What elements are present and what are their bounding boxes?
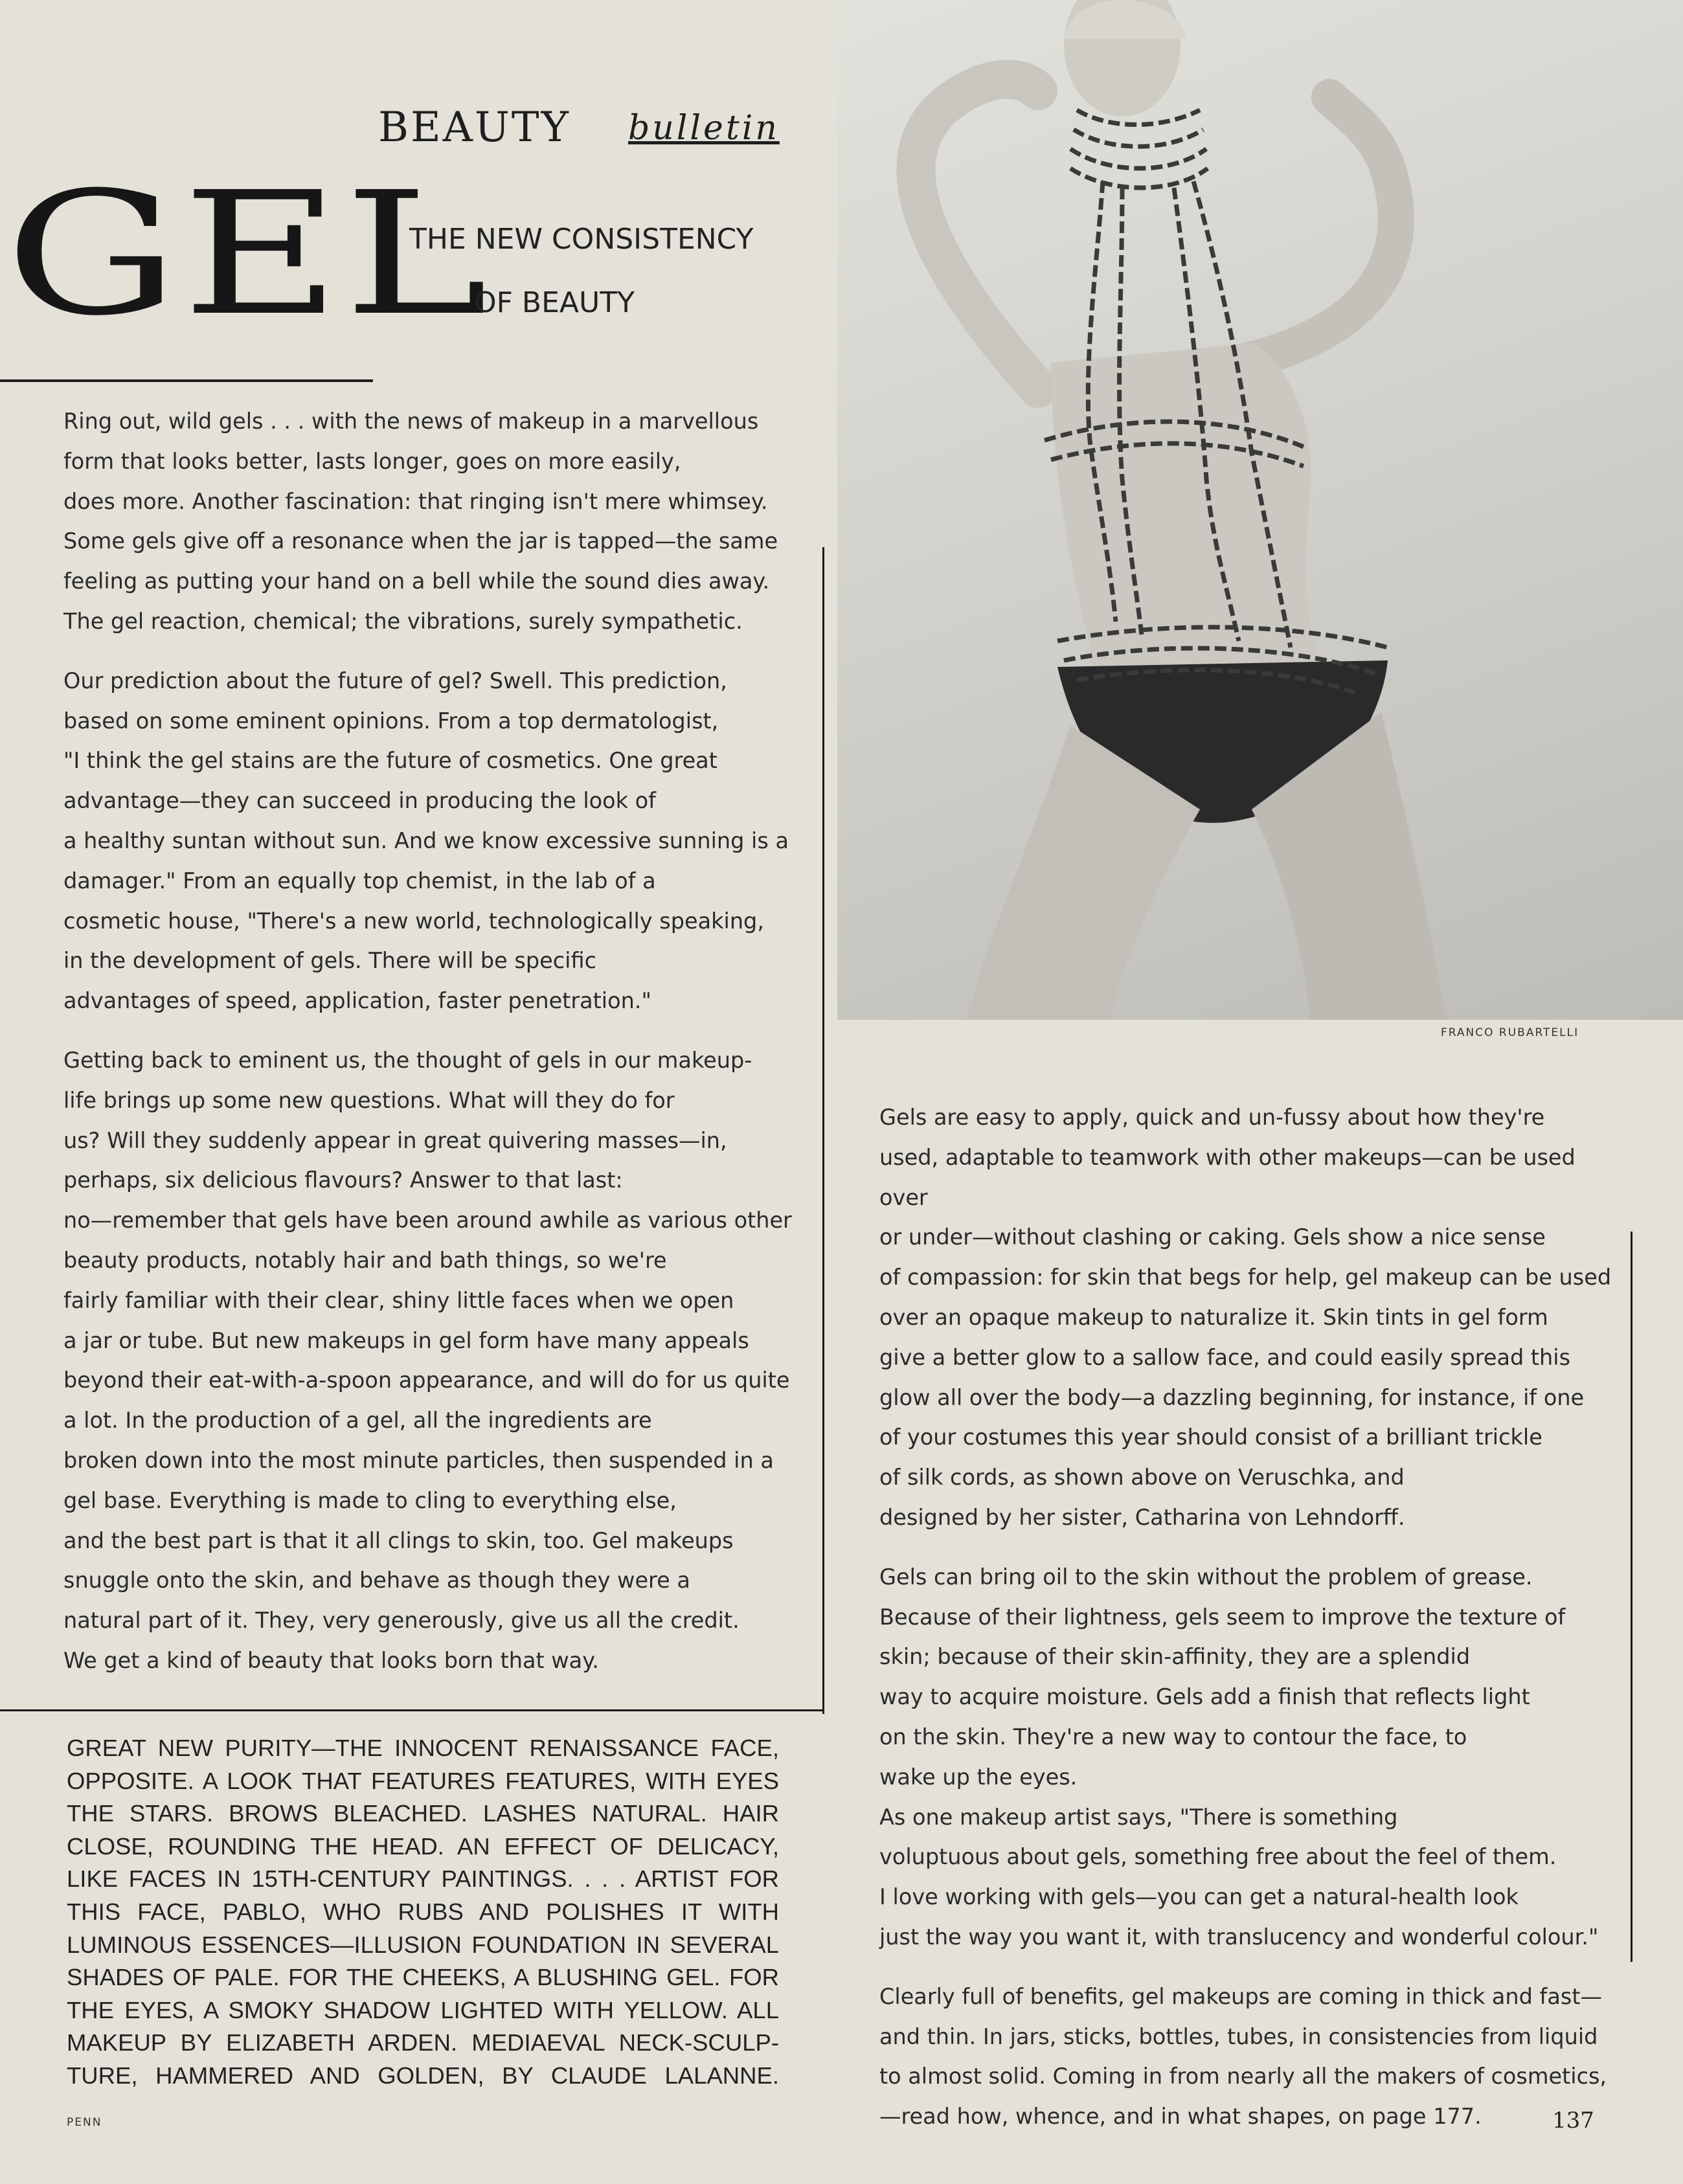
- text-line: Our prediction about the future of gel? Swell. This prediction,: [63, 668, 727, 693]
- text-line: As one makeup artist says, "There is something: [879, 1804, 1398, 1830]
- text-line: advantages of speed, application, faster penetration.": [63, 988, 651, 1014]
- text-line: natural part of it. They, very generously, give us all the credit.: [63, 1608, 740, 1634]
- text-line: based on some eminent opinions. From a top dermatologist,: [63, 708, 719, 734]
- text-line: on the skin. They're a new way to contour the face, to: [879, 1724, 1467, 1750]
- text-line: glow all over the body—a dazzling beginning, for instance, if one: [879, 1384, 1585, 1410]
- gel-title: GEL: [5, 155, 491, 353]
- text-line: fairly familiar with their clear, shiny little faces when we open: [63, 1287, 734, 1313]
- footer-credit: PENN: [67, 2116, 102, 2129]
- bulletin-heading: bulletin: [628, 109, 780, 148]
- left-column: [63, 401, 808, 1700]
- caption-line: THE STARS. BROWS BLEACHED. LASHES NATURAL. HAIR: [67, 1800, 779, 1827]
- caption-line: CLOSE, ROUNDING THE HEAD. AN EFFECT OF DELICACY,: [67, 1832, 779, 1860]
- fashion-photo: [837, 0, 1683, 1020]
- caption-line: OPPOSITE. A LOOK THAT FEATURES FEATURES, WITH EYES: [67, 1767, 779, 1794]
- caption-line: LUMINOUS ESSENCES—ILLUSION FOUNDATION IN SEVERAL: [67, 1931, 779, 1958]
- text-line: a healthy suntan without sun. And we know excessive sunning is a: [63, 827, 789, 853]
- text-line: Clearly full of benefits, gel makeups are coming in thick and fast—: [879, 1983, 1602, 2009]
- text-line: broken down into the most minute particles, then suspended in a: [63, 1447, 774, 1473]
- text-line: in the development of gels. There will be specific: [63, 948, 596, 974]
- text-line: and thin. In jars, sticks, bottles, tubes, in consistencies from liquid: [879, 2023, 1598, 2049]
- caption-line: TURE, HAMMERED AND GOLDEN, BY CLAUDE LALANNE.: [67, 2062, 779, 2089]
- text-line: or under—without clashing or caking. Gels show a nice sense: [879, 1224, 1546, 1250]
- text-line: way to acquire moisture. Gels add a finish that reflects light: [879, 1684, 1530, 1710]
- text-line: Some gels give off a resonance when the jar is tapped—the same: [63, 528, 778, 554]
- caption-line: MAKEUP BY ELIZABETH ARDEN. MEDIAEVAL NECK-SCULP-: [67, 2029, 779, 2056]
- text-line: give a better glow to a sallow face, and could easily spread this: [879, 1344, 1571, 1370]
- text-line: used, adaptable to teamwork with other makeups—can be used over: [879, 1144, 1576, 1210]
- text-line: feeling as putting your hand on a bell while the sound dies away.: [63, 569, 770, 594]
- header-rule: [0, 379, 373, 382]
- text-line: skin; because of their skin-affinity, they are a splendid: [879, 1644, 1471, 1670]
- text-line: over an opaque makeup to naturalize it. Skin tints in gel form: [879, 1304, 1548, 1330]
- text-line: life brings up some new questions. What will they do for: [63, 1087, 675, 1113]
- text-line: designed by her sister, Catharina von Lehndorff.: [879, 1504, 1405, 1530]
- caption-line: SHADES OF PALE. FOR THE CHEEKS, A BLUSHING GEL. FOR: [67, 1964, 779, 1991]
- text-line: Because of their lightness, gels seem to improve the texture of: [879, 1604, 1566, 1630]
- text-line: just the way you want it, with translucency and wonderful colour.": [879, 1924, 1599, 1950]
- text-line: Getting back to eminent us, the thought of gels in our makeup-: [63, 1047, 752, 1073]
- text-line: snuggle onto the skin, and behave as though they were a: [63, 1568, 690, 1593]
- caption-line: LIKE FACES IN 15TH-CENTURY PAINTINGS. . . . ARTIST FOR: [67, 1865, 779, 1893]
- text-line: I love working with gels—you can get a natural-health look: [879, 1884, 1519, 1910]
- subtitle-line-2: OF BEAUTY: [474, 286, 635, 319]
- text-line: We get a kind of beauty that looks born that way.: [63, 1647, 599, 1673]
- caption-top-rule: [0, 1709, 824, 1711]
- subtitle-line-1: THE NEW CONSISTENCY: [409, 223, 754, 256]
- text-line: no—remember that gels have been around awhile as various other: [63, 1208, 792, 1233]
- text-line: of compassion: for skin that begs for help, gel makeup can be used: [879, 1265, 1612, 1290]
- photo-credit: FRANCO RUBARTELLI: [1441, 1026, 1579, 1039]
- text-line: of silk cords, as shown above on Veruschka, and: [879, 1465, 1405, 1491]
- text-line: to almost solid. Coming in from nearly all the makers of cosmetics,: [879, 2064, 1607, 2089]
- text-line: Gels are easy to apply, quick and un-fussy about how they're: [879, 1105, 1545, 1130]
- text-line: and the best part is that it all clings to skin, too. Gel makeups: [63, 1527, 734, 1553]
- text-line: "I think the gel stains are the future of cosmetics. One great: [63, 748, 717, 774]
- text-line: Gels can bring oil to the skin without the problem of grease.: [879, 1564, 1533, 1590]
- photo-caption: [67, 1732, 779, 2093]
- text-line: perhaps, six delicious flavours? Answer to that last:: [63, 1167, 623, 1193]
- text-line: beauty products, notably hair and bath things, so we're: [63, 1247, 667, 1273]
- paragraph: [63, 661, 808, 1021]
- caption-line: THE EYES, A SMOKY SHADOW LIGHTED WITH YELLOW. ALL: [67, 1996, 779, 2023]
- caption-line: GREAT NEW PURITY—THE INNOCENT RENAISSANCE FACE,: [67, 1735, 779, 1761]
- text-line: gel base. Everything is made to cling to everything else,: [63, 1487, 677, 1513]
- text-line: damager." From an equally top chemist, in the lab of a: [63, 868, 656, 894]
- paragraph: [879, 1977, 1624, 2137]
- text-line: advantage—they can succeed in producing the look of: [63, 788, 656, 814]
- paragraph: [63, 401, 808, 642]
- left-column-rule: [822, 547, 824, 1714]
- text-line: Ring out, wild gels . . . with the news of makeup in a marvellous: [63, 409, 759, 434]
- paragraph: [879, 1098, 1624, 1538]
- paragraph: [63, 1041, 808, 1681]
- text-line: The gel reaction, chemical; the vibrations, surely sympathetic.: [63, 608, 743, 634]
- text-line: of your costumes this year should consist of a brilliant trickle: [879, 1424, 1542, 1450]
- text-line: —read how, whence, and in what shapes, on page 177.: [879, 2104, 1482, 2130]
- text-line: a jar or tube. But new makeups in gel form have many appeals: [63, 1327, 749, 1353]
- text-line: beyond their eat-with-a-spoon appearance, and will do for us quite: [63, 1368, 790, 1393]
- text-line: form that looks better, lasts longer, goes on more easily,: [63, 448, 681, 474]
- text-line: us? Will they suddenly appear in great quivering masses—in,: [63, 1127, 727, 1153]
- text-line: wake up the eyes.: [879, 1764, 1078, 1790]
- right-column-rule: [1631, 1232, 1632, 1962]
- model-illustration: [837, 0, 1683, 1020]
- text-line: voluptuous about gels, something free about the feel of them.: [879, 1844, 1557, 1870]
- paragraph: [879, 1557, 1624, 1957]
- beauty-heading: BEAUTY: [378, 104, 570, 152]
- text-line: does more. Another fascination: that ringing isn't mere whimsey.: [63, 488, 768, 514]
- text-line: a lot. In the production of a gel, all the ingredients are: [63, 1408, 652, 1434]
- caption-line: THIS FACE, PABLO, WHO RUBS AND POLISHES IT WITH: [67, 1898, 779, 1925]
- right-column: [879, 1098, 1624, 2156]
- text-line: cosmetic house, "There's a new world, technologically speaking,: [63, 908, 764, 934]
- page-number: 137: [1552, 2108, 1594, 2133]
